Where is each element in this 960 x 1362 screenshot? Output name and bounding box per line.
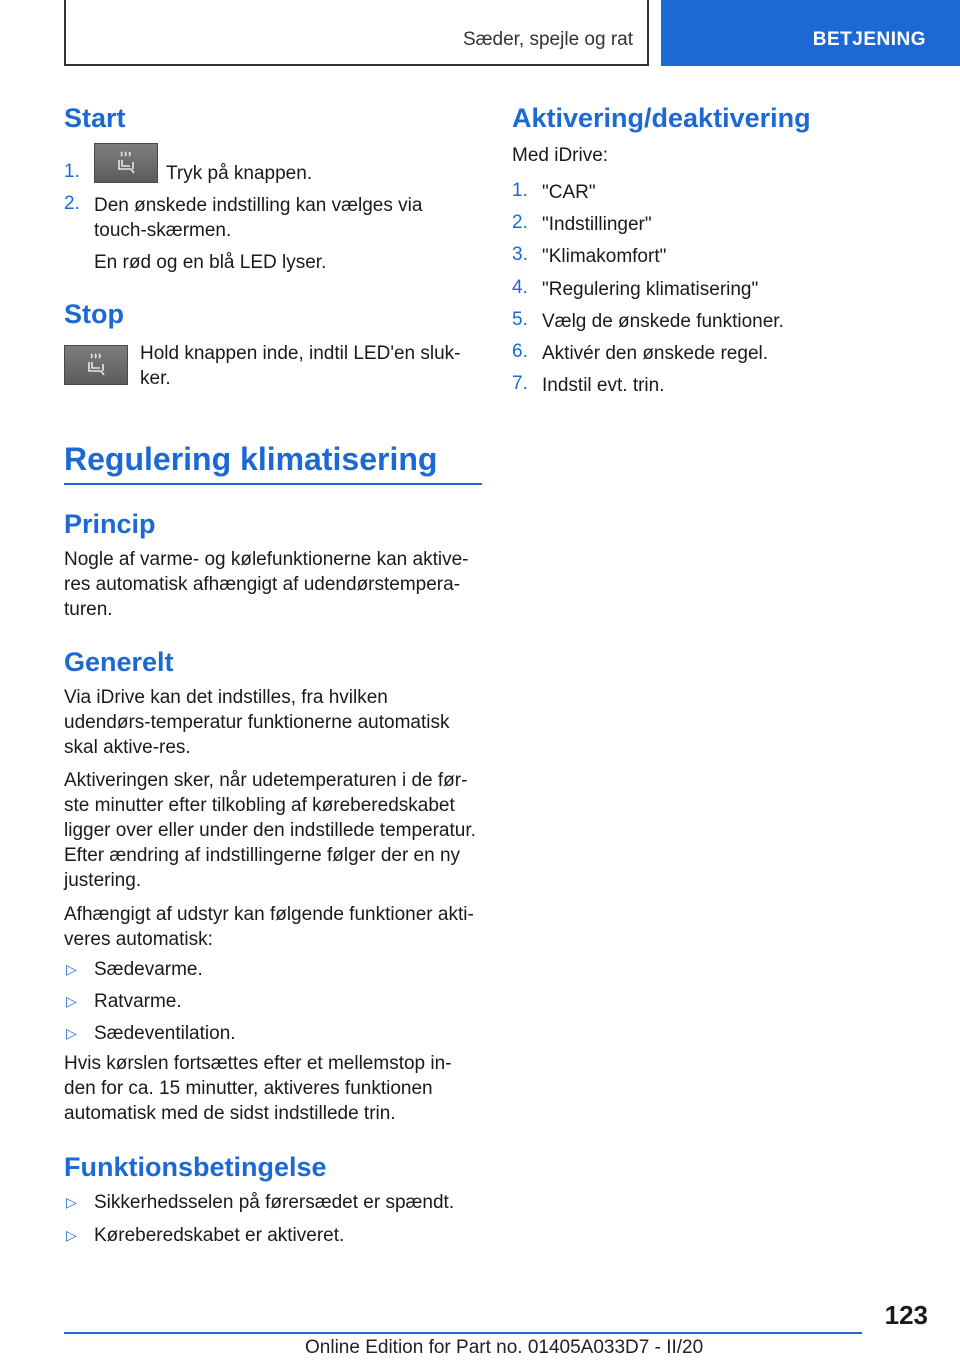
step-number: 1. xyxy=(512,180,528,201)
princip-heading: Princip xyxy=(64,509,156,539)
generelt-heading: Generelt xyxy=(64,647,174,677)
start-heading: Start xyxy=(64,103,126,133)
bullet-text: Sikkerhedsselen på førersædet er spændt. xyxy=(94,1192,455,1213)
triangle-right-icon: ▷ xyxy=(66,1025,77,1041)
bullet-text: Sædevarme. xyxy=(94,959,203,980)
list-item xyxy=(512,309,912,334)
footer-edition-text: Online Edition for Part no. 01405A033D7 - II/20 xyxy=(305,1337,704,1358)
triangle-right-icon: ▷ xyxy=(66,961,77,977)
princip-text: Nogle af varme- og kølefunktionerne kan aktive-res automatisk afhængigt af udendørstempera-turen. xyxy=(64,549,469,620)
step-text: "CAR" xyxy=(542,182,596,203)
step-number: 4. xyxy=(512,277,528,298)
bullet-text: Ratvarme. xyxy=(94,991,182,1012)
step-text: "Klimakomfort" xyxy=(542,246,667,267)
bullet-text: Køreberedskabet er aktiveret. xyxy=(94,1225,345,1246)
start-step-2 xyxy=(64,193,482,243)
page-number: 123 xyxy=(884,1300,928,1330)
list-item xyxy=(512,373,912,398)
step-text: Aktivér den ønskede regel. xyxy=(542,343,769,364)
step-number: 3. xyxy=(512,244,528,265)
triangle-right-icon: ▷ xyxy=(66,1194,77,1210)
generelt-paragraph-1: Via iDrive kan det indstilles, fra hvilken udendørs-temperatur funktionerne automatisk skal aktive-res. xyxy=(64,687,450,758)
list-item xyxy=(64,1021,482,1046)
header-section-tab xyxy=(661,0,960,66)
stop-heading: Stop xyxy=(64,299,124,329)
step-number: 5. xyxy=(512,309,528,330)
list-item xyxy=(64,1190,482,1215)
list-item xyxy=(512,341,912,366)
triangle-right-icon: ▷ xyxy=(66,1227,77,1243)
step-text: Indstil evt. trin. xyxy=(542,375,665,396)
generelt-paragraph-3: Afhængigt af udstyr kan følgende funktioner akti-veres automatisk: xyxy=(64,904,474,950)
generelt-paragraph-4: Hvis kørslen fortsættes efter et mellemstop in-den for ca. 15 minutter, aktiveres funktionen automatisk med de sidst indstillede trin. xyxy=(64,1053,452,1124)
list-item xyxy=(512,180,912,205)
betingelse-heading: Funktionsbetingelse xyxy=(64,1152,327,1182)
bullet-text: Sædeventilation. xyxy=(94,1023,236,1044)
start-note: En rød og en blå LED lyser. xyxy=(94,252,327,273)
generelt-paragraph-2: Aktiveringen sker, når udetemperaturen i de før-ste minutter efter tilkobling af køreberedskabet ligger over eller under den indstillede temperatur. Efter ændring af indstillingerne følger der en ny justering. xyxy=(64,770,476,891)
heading-rule xyxy=(64,483,482,485)
list-item xyxy=(64,989,482,1014)
header-chapter-box xyxy=(64,0,649,66)
header-chapter-title: Sæder, spejle og rat xyxy=(462,29,633,50)
step-text: "Indstillinger" xyxy=(542,214,652,235)
stop-text: Hold knappen inde, indtil LED'en sluk-ker. xyxy=(140,343,461,389)
list-item xyxy=(64,1223,482,1248)
seat-climate-button-icon xyxy=(94,143,158,183)
list-item xyxy=(512,244,912,269)
step-text: Vælg de ønskede funktioner. xyxy=(542,311,784,332)
list-item xyxy=(512,212,912,237)
step-number: 2. xyxy=(512,212,528,233)
list-item xyxy=(64,957,482,982)
step-text: "Regulering klimatisering" xyxy=(542,279,759,300)
main-heading: Regulering klimatisering xyxy=(64,441,438,477)
step-text: Tryk på knappen. xyxy=(166,163,313,184)
header-section-title: BETJENING xyxy=(812,29,926,50)
step-text: Den ønskede indstilling kan vælges via touch-skærmen. xyxy=(94,195,423,241)
aktivering-heading: Aktivering/deaktivering xyxy=(512,103,811,133)
list-item xyxy=(512,277,912,302)
step-number: 7. xyxy=(512,373,528,394)
seat-climate-button-icon xyxy=(64,345,128,385)
footer-rule xyxy=(64,1332,862,1334)
step-number: 1. xyxy=(64,161,80,182)
triangle-right-icon: ▷ xyxy=(66,993,77,1009)
step-number: 2. xyxy=(64,193,80,214)
step-number: 6. xyxy=(512,341,528,362)
aktivering-intro: Med iDrive: xyxy=(512,145,609,166)
